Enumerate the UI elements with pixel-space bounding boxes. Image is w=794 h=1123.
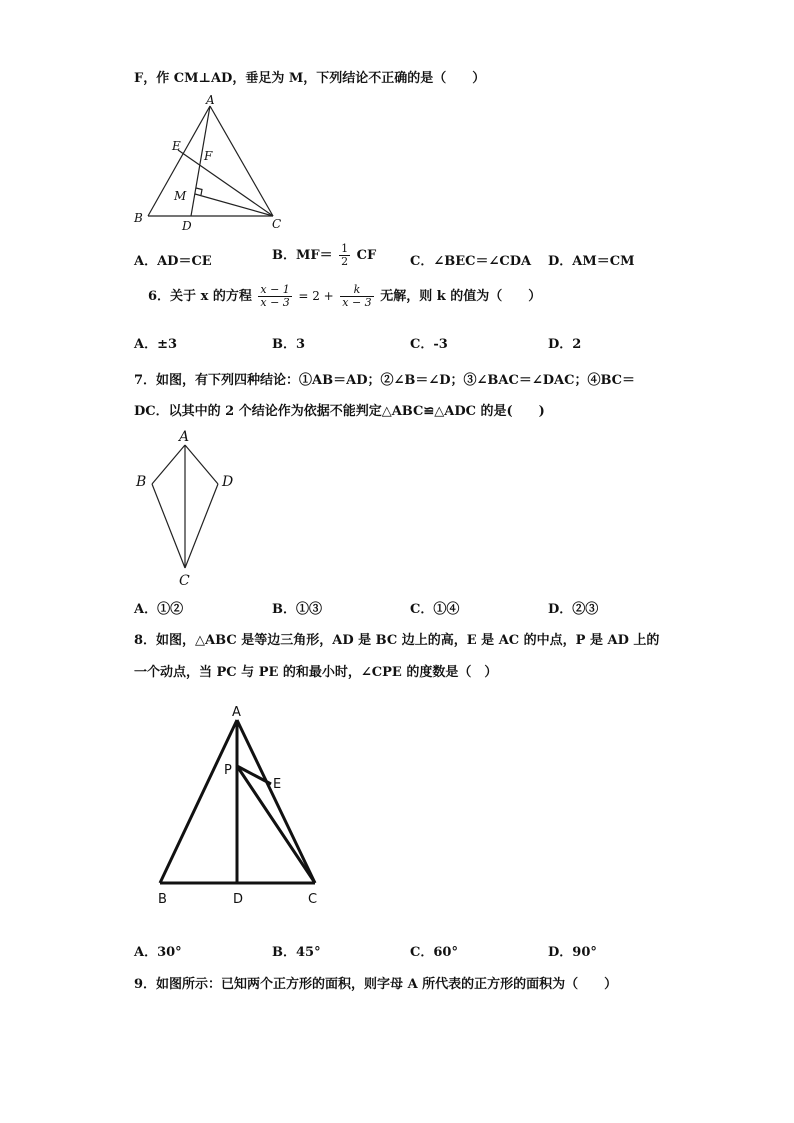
q6-equals: = 2 + bbox=[298, 289, 334, 303]
q7-stem-line-2: DC．以其中的 2 个结论作为依据不能判定△ABC≌△ADC 的是( ) bbox=[134, 404, 545, 419]
q7-edge-bc bbox=[152, 484, 185, 568]
q8-option-c: C．60° bbox=[410, 945, 458, 960]
q7-figure bbox=[128, 428, 248, 590]
q6-fraction-1 bbox=[258, 284, 291, 309]
q5-label-e: E bbox=[172, 139, 181, 153]
q7-edge-ab bbox=[152, 445, 185, 484]
q5-segment-mc bbox=[195, 194, 273, 216]
q5-option-b-suffix: CF bbox=[356, 248, 377, 263]
q6-fraction-1-denominator: x − 3 bbox=[260, 296, 290, 309]
q8-label-e: E bbox=[273, 777, 282, 792]
q7-label-a: A bbox=[179, 429, 190, 445]
q7-edge-ad bbox=[185, 445, 218, 484]
q7-label-d: D bbox=[222, 474, 234, 490]
q8-label-p: P bbox=[224, 763, 232, 778]
q8-label-a: A bbox=[232, 705, 241, 720]
q5-label-b: B bbox=[134, 211, 143, 225]
q5-stem: F，作 CM⊥AD，垂足为 M，下列结论不正确的是（ ） bbox=[134, 71, 486, 86]
q5-option-b-numerator: 1 bbox=[341, 242, 349, 255]
q7-option-a: A．①② bbox=[134, 602, 184, 617]
q8-option-b: B．45° bbox=[272, 945, 321, 960]
q6-stem-suffix: 无解，则 k 的值为（ ） bbox=[380, 289, 542, 304]
q6-fraction-2-denominator: x − 3 bbox=[342, 296, 372, 309]
q6-fraction-1-numerator: x − 1 bbox=[260, 283, 290, 296]
q6-option-d: D．2 bbox=[548, 337, 582, 352]
q7-label-c: C bbox=[179, 573, 190, 589]
q8-option-d: D．90° bbox=[548, 945, 597, 960]
q8-edge-ac bbox=[237, 720, 315, 883]
q5-option-b bbox=[272, 243, 376, 268]
q5-option-a: A．AD＝CE bbox=[134, 254, 212, 269]
q8-label-b: B bbox=[158, 892, 167, 907]
q5-label-f: F bbox=[204, 149, 213, 163]
q7-stem-line-1: 7．如图，有下列四种结论：①AB＝AD；②∠B＝∠D；③∠BAC＝∠DAC；④BC＝ bbox=[134, 373, 636, 388]
q5-figure bbox=[128, 94, 288, 234]
q7-option-b: B．①③ bbox=[272, 602, 322, 617]
q7-edge-dc bbox=[185, 484, 218, 568]
q6-stem bbox=[148, 284, 541, 309]
q6-stem-prefix: 6．关于 x 的方程 bbox=[148, 289, 252, 304]
q6-fraction-2-numerator: k bbox=[340, 284, 373, 297]
q8-figure bbox=[150, 700, 330, 912]
q5-label-m: M bbox=[174, 189, 187, 203]
q7-option-c: C．①④ bbox=[410, 602, 460, 617]
q6-option-c: C．-3 bbox=[410, 337, 448, 352]
q5-option-b-prefix: B．MF＝ bbox=[272, 248, 333, 263]
q5-option-d: D．AM＝CM bbox=[548, 254, 635, 269]
q5-label-d: D bbox=[182, 219, 192, 233]
q8-edge-ab bbox=[160, 720, 237, 883]
q7-option-d: D．②③ bbox=[548, 602, 599, 617]
q8-stem-line-1: 8．如图，△ABC 是等边三角形，AD 是 BC 边上的高，E 是 AC 的中点，P 是 AD 上的 bbox=[134, 633, 660, 648]
q8-option-a: A．30° bbox=[134, 945, 182, 960]
q6-option-b: B．3 bbox=[272, 337, 306, 352]
q8-label-d: D bbox=[233, 892, 244, 907]
q5-label-a: A bbox=[206, 94, 215, 107]
q8-label-c: C bbox=[308, 892, 318, 907]
q8-stem-line-2: 一个动点，当 PC 与 PE 的和最小时，∠CPE 的度数是（ ） bbox=[134, 665, 498, 680]
q5-option-b-fraction bbox=[339, 243, 350, 268]
q6-fraction-2 bbox=[340, 284, 373, 309]
q5-option-c: C．∠BEC＝∠CDA bbox=[410, 254, 532, 269]
q9-stem: 9．如图所示：已知两个正方形的面积，则字母 A 所代表的正方形的面积为（ ） bbox=[134, 977, 618, 992]
q7-label-b: B bbox=[136, 474, 147, 490]
q6-option-a: A．±3 bbox=[134, 337, 178, 352]
q5-edge-ac bbox=[210, 106, 273, 216]
q5-label-c: C bbox=[272, 217, 282, 231]
q5-option-b-denominator: 2 bbox=[341, 255, 349, 268]
